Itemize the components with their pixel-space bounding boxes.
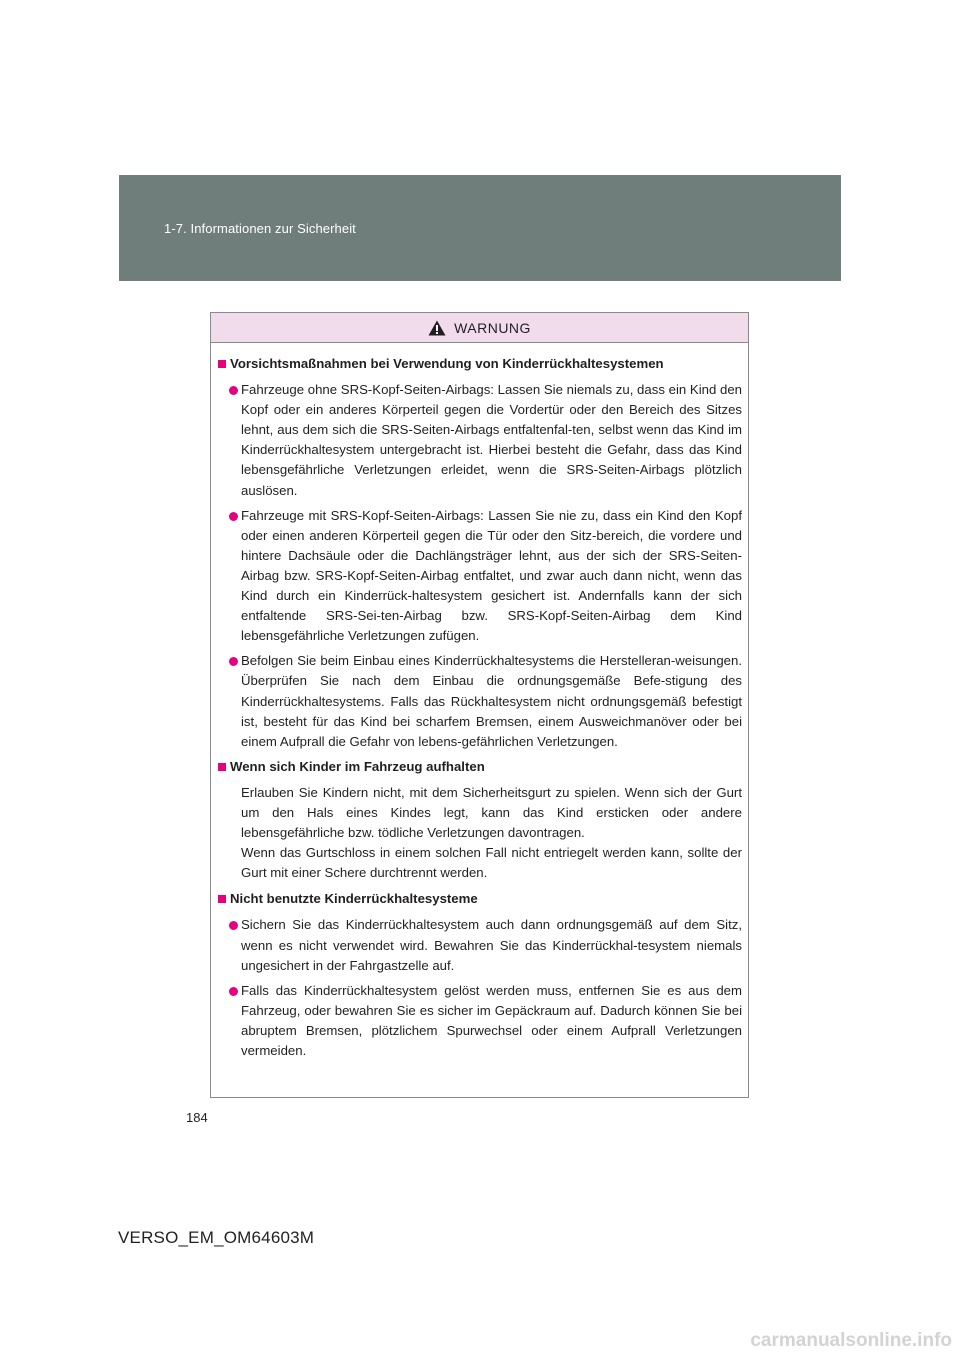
warning-header	[211, 313, 748, 343]
square-bullet-icon	[218, 763, 226, 771]
round-bullet-icon	[229, 512, 238, 521]
list-item: Fahrzeuge ohne SRS-Kopf-Seiten-Airbags: Lassen Sie niemals zu, dass ein Kind den Kopf oder ein anderes Körperteil gegen die Vordertür oder den Bereich des Sitzes lehnt, aus dem sich die SRS-Seiten-Airbags entfaltenfal-ten, selbst wenn das Kind im Kinderrückhaltesystem untergebracht ist. Hierbei besteht die Gefahr, dass das Kind lebensgefährliche Verletzungen erleidet, wenn die SRS-Seiten-Airbags plötzlich auslösen.	[216, 380, 742, 501]
paragraph: Erlauben Sie Kindern nicht, mit dem Sicherheitsgurt zu spielen. Wenn sich der Gurt um den Hals eines Kindes legt, kann das Kind ersticken oder andere lebensgefährliche bzw. tödliche Verletzungen davontragen. Wenn das Gurtschloss in einem solchen Fall nicht entriegelt werden kann, sollte der Gurt mit einer Schere durchtrennt werden.	[241, 784, 742, 881]
warning-content	[211, 343, 748, 1061]
document-code: VERSO_EM_OM64603M	[118, 1228, 315, 1247]
round-bullet-icon	[229, 386, 238, 395]
square-bullet-icon	[218, 895, 226, 903]
watermark: carmanualsonline.info	[750, 1330, 952, 1351]
section-title: Vorsichtsmaßnahmen bei Verwendung von Kinderrückhaltesystemen	[216, 354, 742, 374]
list-item: Fahrzeuge mit SRS-Kopf-Seiten-Airbags: Lassen Sie nie zu, dass ein Kind den Kopf oder einen anderen Körperteil gegen die Tür oder den Sitz-bereich, die vordere und hintere Dachsäule oder die Dachlängsträger lehnt, aus der sich der SRS-Seiten-Airbag bzw. SRS-Kopf-Seiten-Airbag entfaltet, und zwar auch dann nicht, wenn das Kind durch ein Kinderrück-haltesystem gesichert ist. Andernfalls kann der sich entfaltende SRS-Sei-ten-Airbag bzw. SRS-Kopf-Seiten-Airbag dem Kind lebensgefährliche Verletzungen zufügen.	[216, 506, 742, 647]
square-bullet-icon	[218, 360, 226, 368]
round-bullet-icon	[229, 921, 238, 930]
breadcrumb: 1-7. Informationen zur Sicherheit	[164, 221, 356, 236]
round-bullet-icon	[229, 657, 238, 666]
list-item: Befolgen Sie beim Einbau eines Kinderrückhaltesystems die Herstelleran-weisungen. Überprüfen Sie nach dem Einbau die ordnungsgemäße Befe-stigung des Kinderrückhaltesystems. Falls das Rückhaltesystem nicht ordnungsgemäß befestigt ist, besteht für das Kind bei scharfem Bremsen, einem Ausweichmanöver oder bei einem Aufprall die Gefahr von lebens-gefährlichen Verletzungen.	[216, 651, 742, 751]
list-item: Falls das Kinderrückhaltesystem gelöst werden muss, entfernen Sie es aus dem Fahrzeug, oder bewahren Sie es sicher im Gepäckraum auf. Dadurch können Sie bei abruptem Bremsen, plötzlichem Spurwechsel oder einem Aufprall Verletzungen vermeiden.	[216, 981, 742, 1061]
round-bullet-icon	[229, 987, 238, 996]
warning-box	[210, 312, 749, 1098]
warning-triangle-icon	[428, 320, 446, 336]
section-title: Wenn sich Kinder im Fahrzeug aufhalten	[216, 757, 742, 777]
warning-title: WARNUNG	[454, 319, 531, 336]
page-number: 184	[186, 1110, 208, 1125]
section-title: Nicht benutzte Kinderrückhaltesysteme	[216, 889, 742, 909]
list-item: Sichern Sie das Kinderrückhaltesystem auch dann ordnungsgemäß auf dem Sitz, wenn es nicht verwendet wird. Bewahren Sie das Kinderrückhal-tesystem niemals ungesichert in der Fahrgastzelle auf.	[216, 915, 742, 975]
